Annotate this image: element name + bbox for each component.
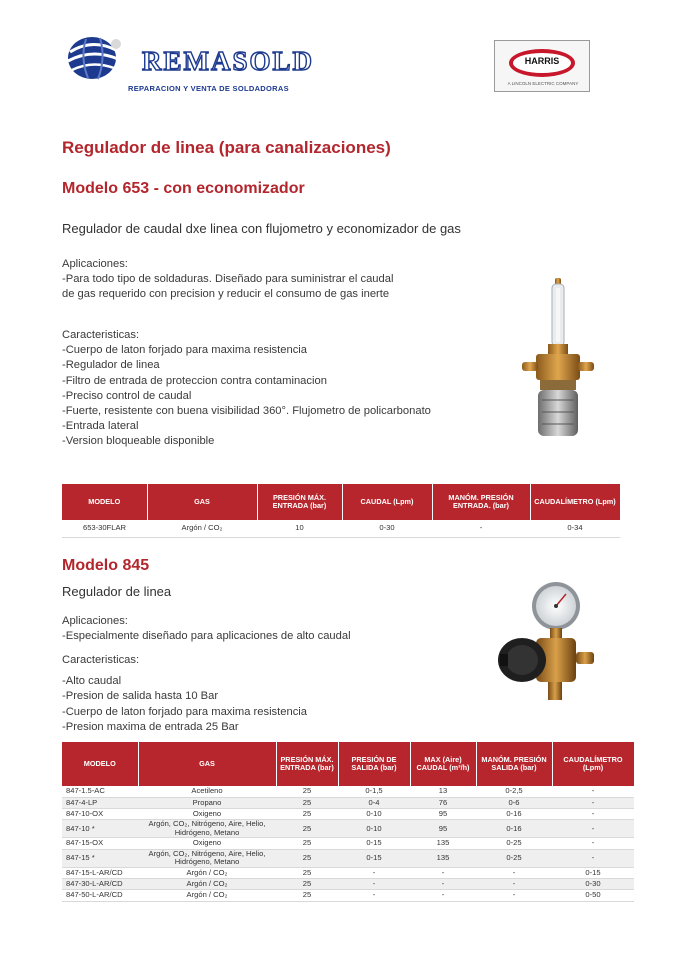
flowmeter-regulator-image <box>518 274 598 444</box>
table-cell: Argón, CO₂, Nitrógeno, Aire, Helio, Hidrógeno, Metano <box>138 849 276 867</box>
table-cell: 25 <box>276 820 338 838</box>
table-cell: 10 <box>257 520 342 537</box>
table-row <box>62 890 634 901</box>
table-cell: 135 <box>410 849 476 867</box>
column-header: PRESIÓN DE SALIDA (bar) <box>338 742 410 786</box>
table-cell: 0-6 <box>476 797 552 808</box>
column-header: CAUDAL (Lpm) <box>342 484 432 520</box>
table-cell: - <box>552 820 634 838</box>
table-cell: - <box>552 786 634 797</box>
model-653-applications <box>62 257 393 303</box>
table-cell: Argón / CO₂ <box>138 878 276 889</box>
feature-line: -Version bloqueable disponible <box>62 435 215 448</box>
table-cell: 0-30 <box>552 878 634 889</box>
page-title: Regulador de linea (para canalizaciones) <box>62 138 391 157</box>
applications-heading: Aplicaciones: <box>62 258 128 270</box>
table-cell: 847-15 * <box>62 849 138 867</box>
table-cell: - <box>338 890 410 901</box>
table-row <box>62 520 620 537</box>
globe-weld-icon <box>60 34 128 82</box>
feature-line: -Regulador de linea <box>62 359 160 372</box>
table-header-row <box>62 484 620 520</box>
table-cell: - <box>552 849 634 867</box>
model-845-title: Modelo 845 <box>62 557 150 574</box>
table-cell: - <box>338 867 410 878</box>
table-cell: Oxigeno <box>138 809 276 820</box>
table-cell: 847-10 * <box>62 820 138 838</box>
table-cell: - <box>338 878 410 889</box>
table-cell: Argón / CO₂ <box>138 867 276 878</box>
table-row <box>62 878 634 889</box>
feature-line: -Presion de salida hasta 10 Bar <box>62 690 219 703</box>
model-653-description: Regulador de caudal dxe linea con flujometro y economizador de gas <box>62 221 461 236</box>
table-cell: Oxigeno <box>138 838 276 849</box>
column-header: MODELO <box>62 484 147 520</box>
table-header-row <box>62 742 634 786</box>
table-row <box>62 838 634 849</box>
table-cell: 653-30FLAR <box>62 520 147 537</box>
table-cell: 0-15 <box>338 849 410 867</box>
column-header: MANÓM. PRESIÓN SALIDA (bar) <box>476 742 552 786</box>
table-cell: 0-4 <box>338 797 410 808</box>
table-cell: 0-2,5 <box>476 786 552 797</box>
column-header: PRESIÓN MÁX. ENTRADA (bar) <box>276 742 338 786</box>
column-header: CAUDALÍMETRO (Lpm) <box>552 742 634 786</box>
table-cell: - <box>432 520 530 537</box>
partner-logo-text: HARRIS <box>524 56 560 66</box>
brand-tagline: REPARACION Y VENTA DE SOLDADORAS <box>128 84 289 93</box>
table-cell: 25 <box>276 878 338 889</box>
table-cell: 0-15 <box>338 838 410 849</box>
column-header: MODELO <box>62 742 138 786</box>
table-cell: 25 <box>276 786 338 797</box>
table-cell: - <box>552 809 634 820</box>
table-cell: - <box>476 878 552 889</box>
column-header: MANÓM. PRESIÓN ENTRADA. (bar) <box>432 484 530 520</box>
column-header: CAUDALÍMETRO (Lpm) <box>530 484 620 520</box>
table-cell: 0-50 <box>552 890 634 901</box>
feature-line: -Filtro de entrada de proteccion contra contaminacion <box>62 374 327 387</box>
brand-name: REMASOLD <box>142 46 315 76</box>
table-cell: 0-10 <box>338 820 410 838</box>
model-845-spec-table <box>62 742 635 902</box>
table-cell: 25 <box>276 797 338 808</box>
table-cell: Argón / CO₂ <box>147 520 257 537</box>
feature-line: -Alto caudal <box>62 675 122 688</box>
table-cell: 0-15 <box>552 867 634 878</box>
table-cell: 0-16 <box>476 809 552 820</box>
table-cell: 0-30 <box>342 520 432 537</box>
table-cell: 25 <box>276 867 338 878</box>
feature-line: -Presion maxima de entrada 25 Bar <box>62 720 239 733</box>
table-cell: 0-34 <box>530 520 620 537</box>
partner-logo <box>494 40 590 92</box>
table-cell: - <box>476 890 552 901</box>
table-cell: Acetileno <box>138 786 276 797</box>
model-653-features <box>62 328 431 450</box>
table-cell: 847-30-L-AR/CD <box>62 878 138 889</box>
feature-line: -Cuerpo de laton forjado para maxima resistencia <box>62 705 308 718</box>
features-heading: Caracteristicas: <box>62 654 140 666</box>
table-cell: 847-50-L-AR/CD <box>62 890 138 901</box>
table-row <box>62 786 634 797</box>
table-cell: 76 <box>410 797 476 808</box>
table-cell: - <box>552 797 634 808</box>
partner-logo-tagline: A LINCOLN ELECTRIC COMPANY <box>507 81 579 86</box>
table-cell: Argón / CO₂ <box>138 890 276 901</box>
table-row <box>62 820 634 838</box>
table-cell: 847-15-OX <box>62 838 138 849</box>
table-row <box>62 849 634 867</box>
application-line: -Especialmente diseñado para aplicaciones de alto caudal <box>62 630 351 643</box>
table-row <box>62 867 634 878</box>
feature-line: -Entrada lateral <box>62 420 139 433</box>
table-cell: Argón, CO₂, Nitrógeno, Aire, Helio, Hidrógeno, Metano <box>138 820 276 838</box>
column-header: MAX (Aire) CAUDAL (m³/h) <box>410 742 476 786</box>
model-653-spec-table <box>62 484 621 538</box>
table-cell: 95 <box>410 820 476 838</box>
table-cell: 0-1,5 <box>338 786 410 797</box>
column-header: GAS <box>147 484 257 520</box>
table-cell: 0-16 <box>476 820 552 838</box>
model-845-applications <box>62 614 351 644</box>
table-cell: Propano <box>138 797 276 808</box>
table-cell: 135 <box>410 838 476 849</box>
table-cell: 847-10-OX <box>62 809 138 820</box>
table-cell: 25 <box>276 849 338 867</box>
model-653-title: Modelo 653 - con economizador <box>62 180 305 197</box>
table-cell: 25 <box>276 809 338 820</box>
table-cell: 25 <box>276 838 338 849</box>
table-row <box>62 797 634 808</box>
table-cell: - <box>552 838 634 849</box>
table-cell: 13 <box>410 786 476 797</box>
application-line: de gas requerido con precision y reducir el consumo de gas inerte <box>62 288 390 301</box>
page-header <box>0 0 680 110</box>
table-cell: 0-25 <box>476 849 552 867</box>
applications-heading: Aplicaciones: <box>62 615 128 627</box>
table-cell: 847-15-L-AR/CD <box>62 867 138 878</box>
column-header: PRESIÓN MÁX. ENTRADA (bar) <box>257 484 342 520</box>
table-cell: 847-4-LP <box>62 797 138 808</box>
application-line: -Para todo tipo de soldaduras. Diseñado para suministrar el caudal <box>62 273 394 286</box>
column-header: GAS <box>138 742 276 786</box>
table-cell: - <box>476 867 552 878</box>
table-cell: 95 <box>410 809 476 820</box>
features-heading: Caracteristicas: <box>62 329 140 341</box>
table-cell: 0-25 <box>476 838 552 849</box>
table-cell: 25 <box>276 890 338 901</box>
feature-line: -Cuerpo de laton forjado para maxima resistencia <box>62 344 308 357</box>
table-cell: - <box>410 890 476 901</box>
table-cell: 0-10 <box>338 809 410 820</box>
feature-line: -Fuerte, resistente con buena visibilidad 360°. Flujometro de policarbonato <box>62 405 431 418</box>
model-845-features <box>62 653 307 735</box>
model-845-description: Regulador de linea <box>62 584 172 599</box>
feature-line: -Preciso control de caudal <box>62 389 192 402</box>
table-cell: - <box>410 867 476 878</box>
table-cell: - <box>410 878 476 889</box>
gauge-regulator-image <box>492 578 602 708</box>
table-row <box>62 809 634 820</box>
table-cell: 847-1.5-AC <box>62 786 138 797</box>
